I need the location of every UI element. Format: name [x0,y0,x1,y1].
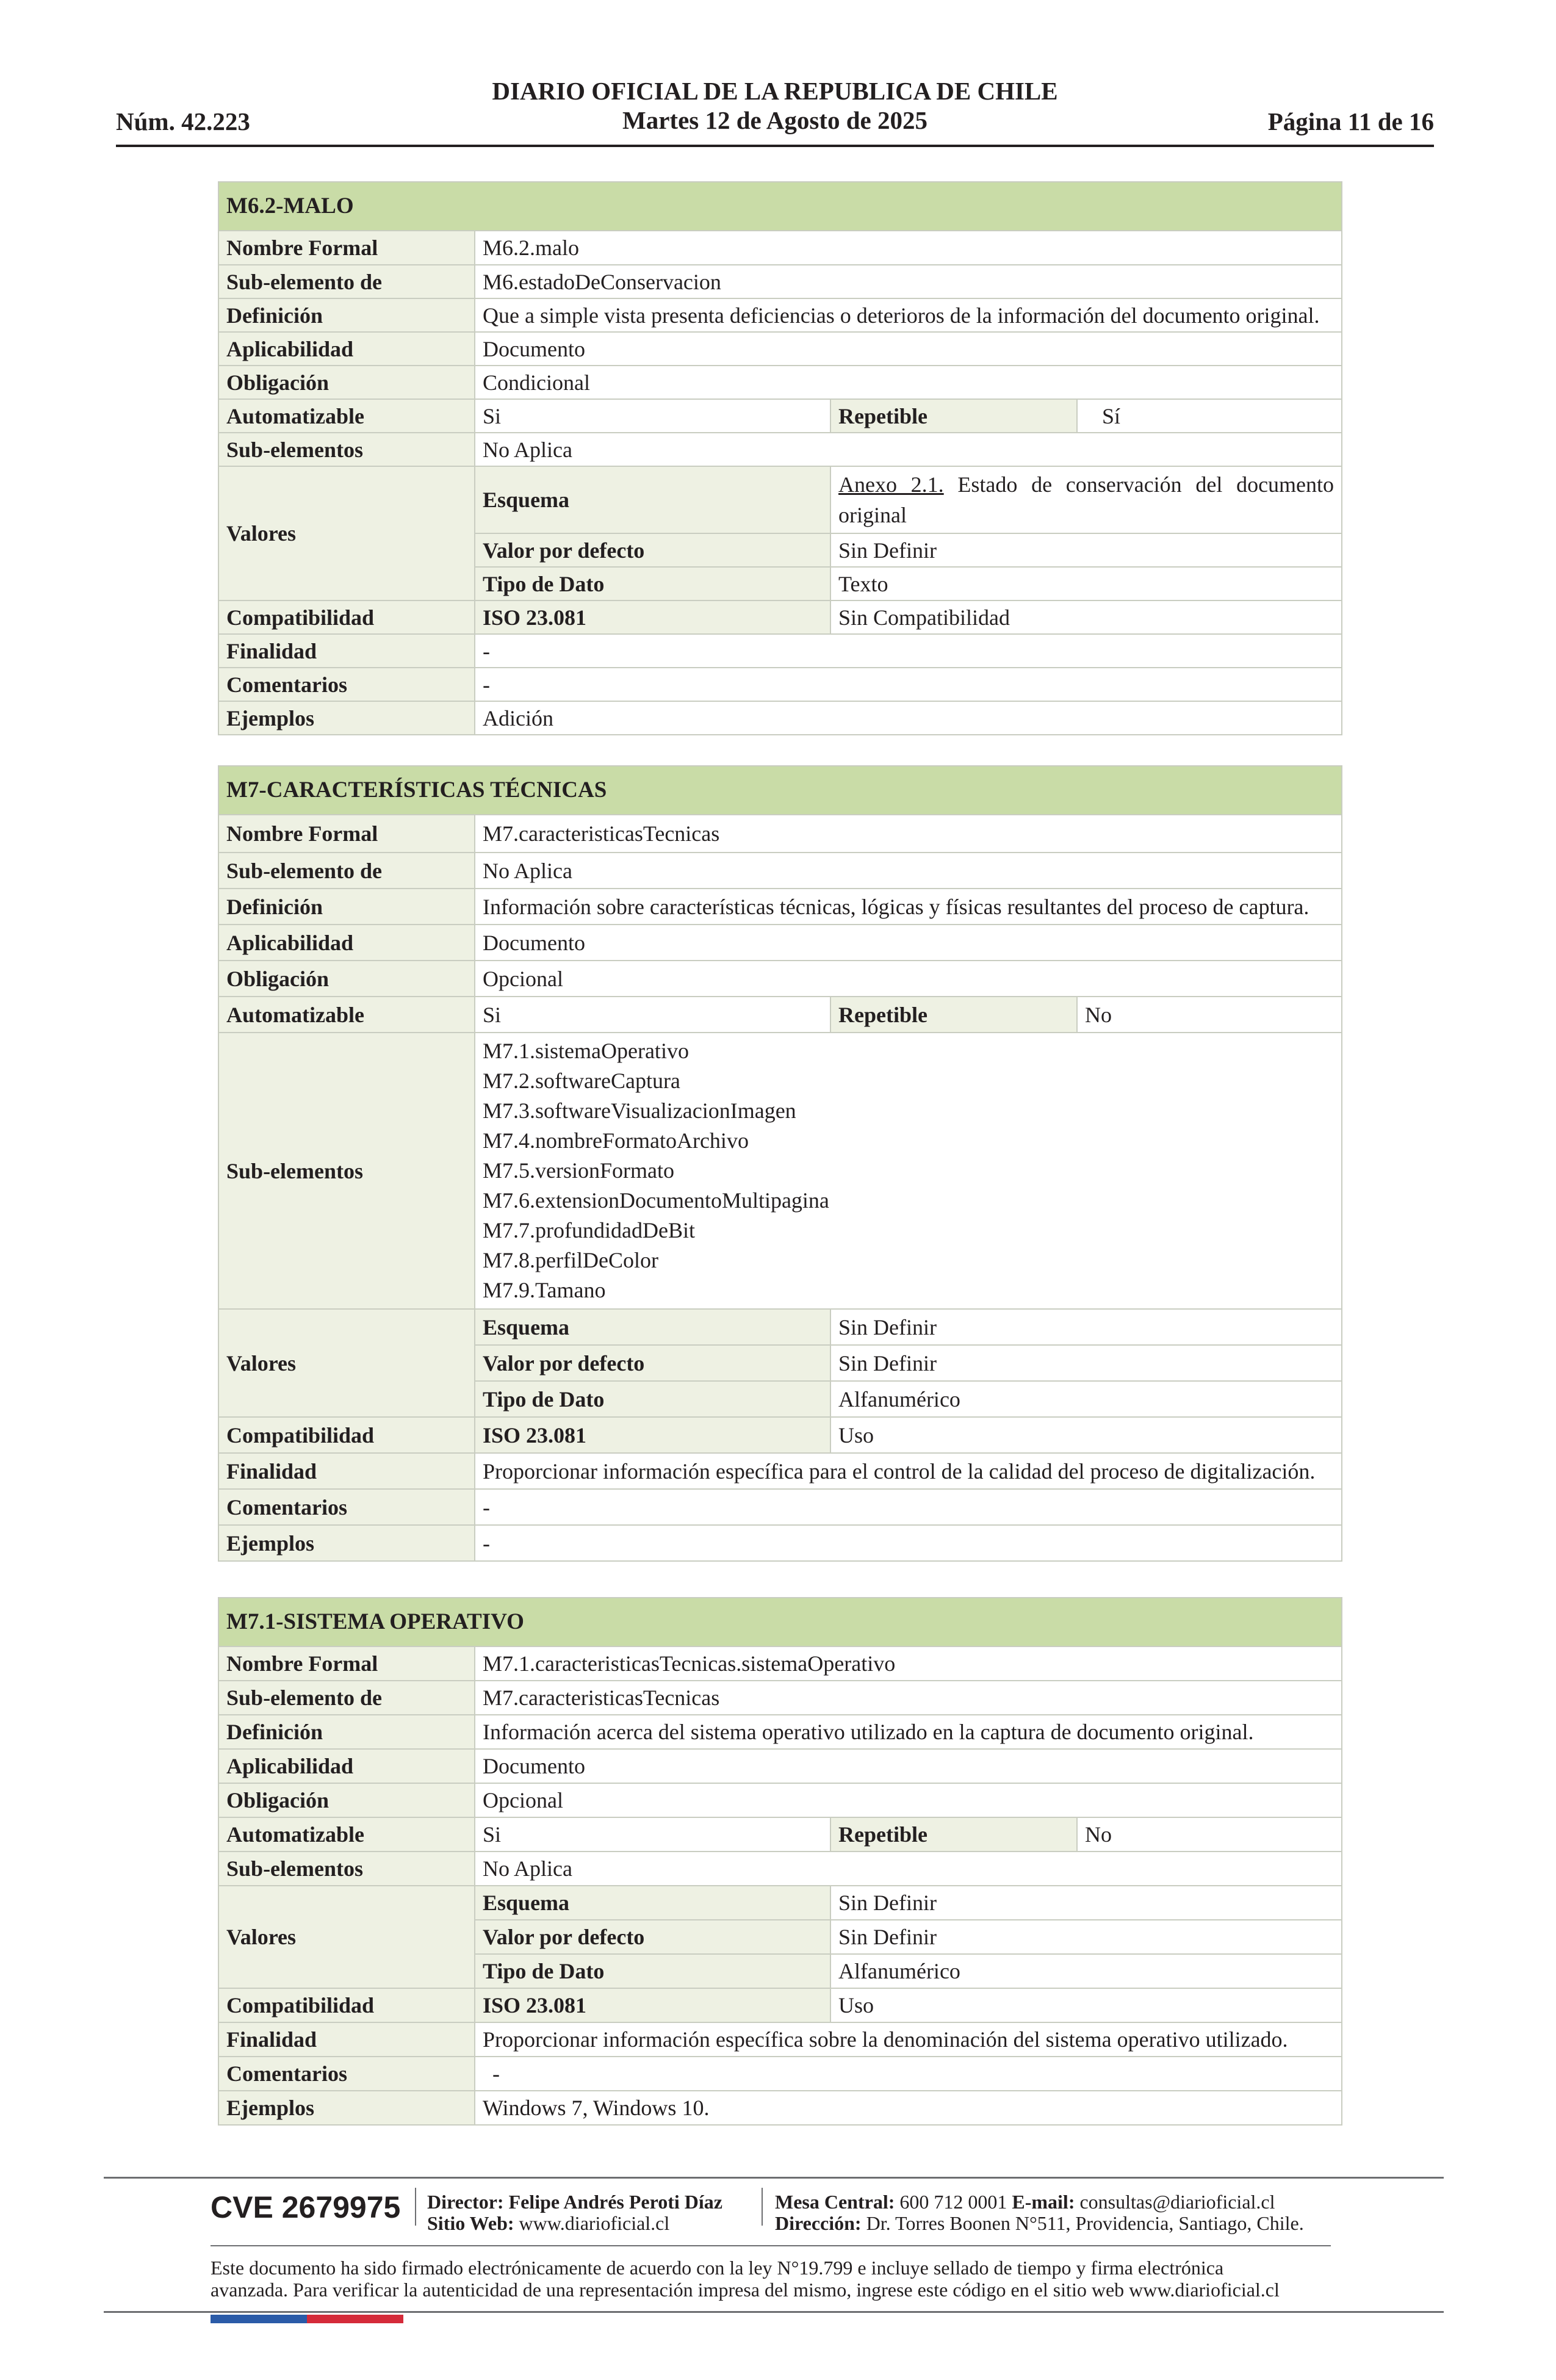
valor-por-defecto-value: Sin Definir [830,1920,1342,1954]
row-label: Definición [218,1715,475,1749]
comentarios-value: - [475,668,1342,701]
comentarios-value: - [475,2057,1342,2091]
valores-label: Valores [218,1886,475,1988]
sub-elementos-list [475,1033,1342,1309]
row-label: Finalidad [218,1453,475,1489]
list-item: M7.8.perfilDeColor [483,1248,658,1272]
compat-value: Uso [830,1417,1342,1453]
compat-standard: ISO 23.081 [475,1988,830,2022]
repetible-label: Repetible [830,1817,1077,1852]
nombre-formal-value: M7.1.caracteristicasTecnicas.sistemaOperativo [475,1646,1342,1681]
valor-por-defecto-label: Valor por defecto [475,1920,830,1954]
aplicabilidad-value: Documento [475,332,1342,366]
esquema-value: Anexo 2.1. Estado de conservación del documento original [830,466,1342,533]
footer-separator [762,2188,763,2226]
row-label: Sub-elementos [218,1852,475,1886]
row-label: Nombre Formal [218,1646,475,1681]
row-label: Aplicabilidad [218,925,475,961]
row-label: Compatibilidad [218,1417,475,1453]
tipo-de-dato-value: Alfanumérico [830,1381,1342,1417]
definicion-value: Que a simple vista presenta deficiencias o deterioros de la información del documento original. [475,298,1342,332]
definicion-value: Información sobre características técnicas, lógicas y físicas resultantes del proceso de captura. [475,889,1342,925]
row-label: Ejemplos [218,2091,475,2125]
metadata-table-m6-2 [218,181,1342,735]
footer-contact-block: Mesa Central: 600 712 0001 E-mail: consultas@diarioficial.cl Dirección: Dr. Torres Boonen N°511, Providencia, Santiago, Chile. [775,2191,1304,2234]
list-item: M7.6.extensionDocumentoMultipagina [483,1188,829,1213]
aplicabilidad-value: Documento [475,1749,1342,1783]
repetible-label: Repetible [830,399,1077,433]
row-label: Ejemplos [218,1525,475,1561]
row-label: Comentarios [218,1489,475,1525]
table-title: M6.2-MALO [218,182,1342,231]
nombre-formal-value: M6.2.malo [475,231,1342,265]
finalidad-value: Proporcionar información específica para el control de la calidad del proceso de digitalización. [475,1453,1342,1489]
row-label: Automatizable [218,997,475,1033]
list-item: M7.5.versionFormato [483,1158,674,1183]
row-label: Finalidad [218,2022,475,2057]
valor-por-defecto-value: Sin Definir [830,1345,1342,1381]
valor-por-defecto-value: Sin Definir [830,533,1342,567]
row-label: Sub-elemento de [218,1681,475,1715]
valor-por-defecto-label: Valor por defecto [475,1345,830,1381]
row-label: Nombre Formal [218,231,475,265]
row-label: Ejemplos [218,701,475,735]
comentarios-value: - [475,1489,1342,1525]
row-label: Definición [218,298,475,332]
row-label: Definición [218,889,475,925]
phone-number: 600 712 0001 [899,2191,1007,2213]
masthead [116,76,1434,135]
row-label: Sub-elemento de [218,265,475,298]
legal-notice: Este documento ha sido firmado electrónicamente de acuerdo con la ley N°19.799 e incluye sellado de tiempo y firma electrónica avanzada. Para verificar la autenticidad de una representación impresa del mismo, ingrese este código en el sitio web www.diarioficial.cl [211,2257,1280,2301]
compat-value: Uso [830,1988,1342,2022]
row-label: Nombre Formal [218,815,475,853]
obligacion-value: Opcional [475,1783,1342,1817]
compat-value: Sin Compatibilidad [830,600,1342,634]
footer-separator [415,2188,416,2226]
row-label: Aplicabilidad [218,332,475,366]
sub-elementos-value: No Aplica [475,433,1342,466]
finalidad-value: - [475,634,1342,668]
tipo-de-dato-label: Tipo de Dato [475,567,830,600]
address: Dr. Torres Boonen N°511, Providencia, Santiago, Chile. [866,2212,1304,2234]
row-label: Automatizable [218,1817,475,1852]
repetible-value: No [1077,1817,1342,1852]
valores-label: Valores [218,466,475,600]
list-item: M7.4.nombreFormatoArchivo [483,1128,749,1153]
sub-elemento-de-value: M6.estadoDeConservacion [475,265,1342,298]
row-label: Comentarios [218,2057,475,2091]
repetible-value: No [1077,997,1342,1033]
ejemplos-value: - [475,1525,1342,1561]
table-title: M7-CARACTERÍSTICAS TÉCNICAS [218,766,1342,815]
page-number: Página 11 de 16 [1267,107,1434,135]
page-header [116,76,1434,147]
obligacion-value: Condicional [475,366,1342,399]
ejemplos-value: Adición [475,701,1342,735]
esquema-value: Sin Definir [830,1886,1342,1920]
cve-code: CVE 2679975 [211,2190,401,2224]
row-label: Finalidad [218,634,475,668]
definicion-value: Información acerca del sistema operativo utilizado en la captura de documento original. [475,1715,1342,1749]
valores-label: Valores [218,1309,475,1417]
list-item: M7.2.softwareCaptura [483,1069,680,1093]
nombre-formal-value: M7.caracteristicasTecnicas [475,815,1342,853]
compat-standard: ISO 23.081 [475,1417,830,1453]
footer-divider [211,2245,1331,2246]
row-label: Comentarios [218,668,475,701]
esquema-label: Esquema [475,466,830,533]
sub-elementos-value: No Aplica [475,1852,1342,1886]
esquema-value: Sin Definir [830,1309,1342,1345]
row-label: Obligación [218,366,475,399]
valor-por-defecto-label: Valor por defecto [475,533,830,567]
metadata-table-m7 [218,765,1342,1562]
tipo-de-dato-value: Alfanumérico [830,1954,1342,1988]
sub-elemento-de-value: No Aplica [475,853,1342,889]
row-label: Obligación [218,1783,475,1817]
automatizable-value: Si [475,399,830,433]
tipo-de-dato-label: Tipo de Dato [475,1954,830,1988]
row-label: Compatibilidad [218,1988,475,2022]
list-item: M7.9.Tamano [483,1278,606,1302]
finalidad-value: Proporcionar información específica sobre la denominación del sistema operativo utilizado. [475,2022,1342,2057]
sub-elemento-de-value: M7.caracteristicasTecnicas [475,1681,1342,1715]
tipo-de-dato-label: Tipo de Dato [475,1381,830,1417]
obligacion-value: Opcional [475,961,1342,997]
anexo-link[interactable]: Anexo 2.1. [838,472,944,497]
flag-stripe-red [307,2315,403,2323]
row-label: Sub-elementos [218,433,475,466]
email-link[interactable]: consultas@diarioficial.cl [1079,2191,1275,2213]
row-label: Sub-elementos [218,1033,475,1309]
issue-number: Núm. 42.223 [116,107,250,135]
footer-director-block: Director: Felipe Andrés Peroti Díaz Sitio Web: www.diarioficial.cl [427,2191,722,2234]
row-label: Aplicabilidad [218,1749,475,1783]
footer-divider [104,2311,1444,2313]
esquema-label: Esquema [475,1886,830,1920]
compat-standard: ISO 23.081 [475,600,830,634]
tipo-de-dato-value: Texto [830,567,1342,600]
website-link[interactable]: www.diarioficial.cl [519,2212,670,2234]
esquema-label: Esquema [475,1309,830,1345]
repetible-label: Repetible [830,997,1077,1033]
table-title: M7.1-SISTEMA OPERATIVO [218,1598,1342,1646]
metadata-table-m7-1 [218,1597,1342,2126]
list-item: M7.3.softwareVisualizacionImagen [483,1098,796,1123]
automatizable-value: Si [475,997,830,1033]
footer-divider [104,2177,1444,2179]
director-name: Felipe Andrés Peroti Díaz [508,2191,722,2213]
row-label: Obligación [218,961,475,997]
row-label: Sub-elemento de [218,853,475,889]
flag-stripe-blue [211,2315,307,2323]
row-label: Compatibilidad [218,600,475,634]
newspaper-title: DIARIO OFICIAL DE LA REPUBLICA DE CHILE [492,77,1058,105]
list-item: M7.7.profundidadDeBit [483,1218,695,1242]
ejemplos-value: Windows 7, Windows 10. [475,2091,1342,2125]
aplicabilidad-value: Documento [475,925,1342,961]
automatizable-value: Si [475,1817,830,1852]
issue-date: Martes 12 de Agosto de 2025 [622,106,927,134]
list-item: M7.1.sistemaOperativo [483,1039,689,1063]
repetible-value: Sí [1077,399,1342,433]
row-label: Automatizable [218,399,475,433]
